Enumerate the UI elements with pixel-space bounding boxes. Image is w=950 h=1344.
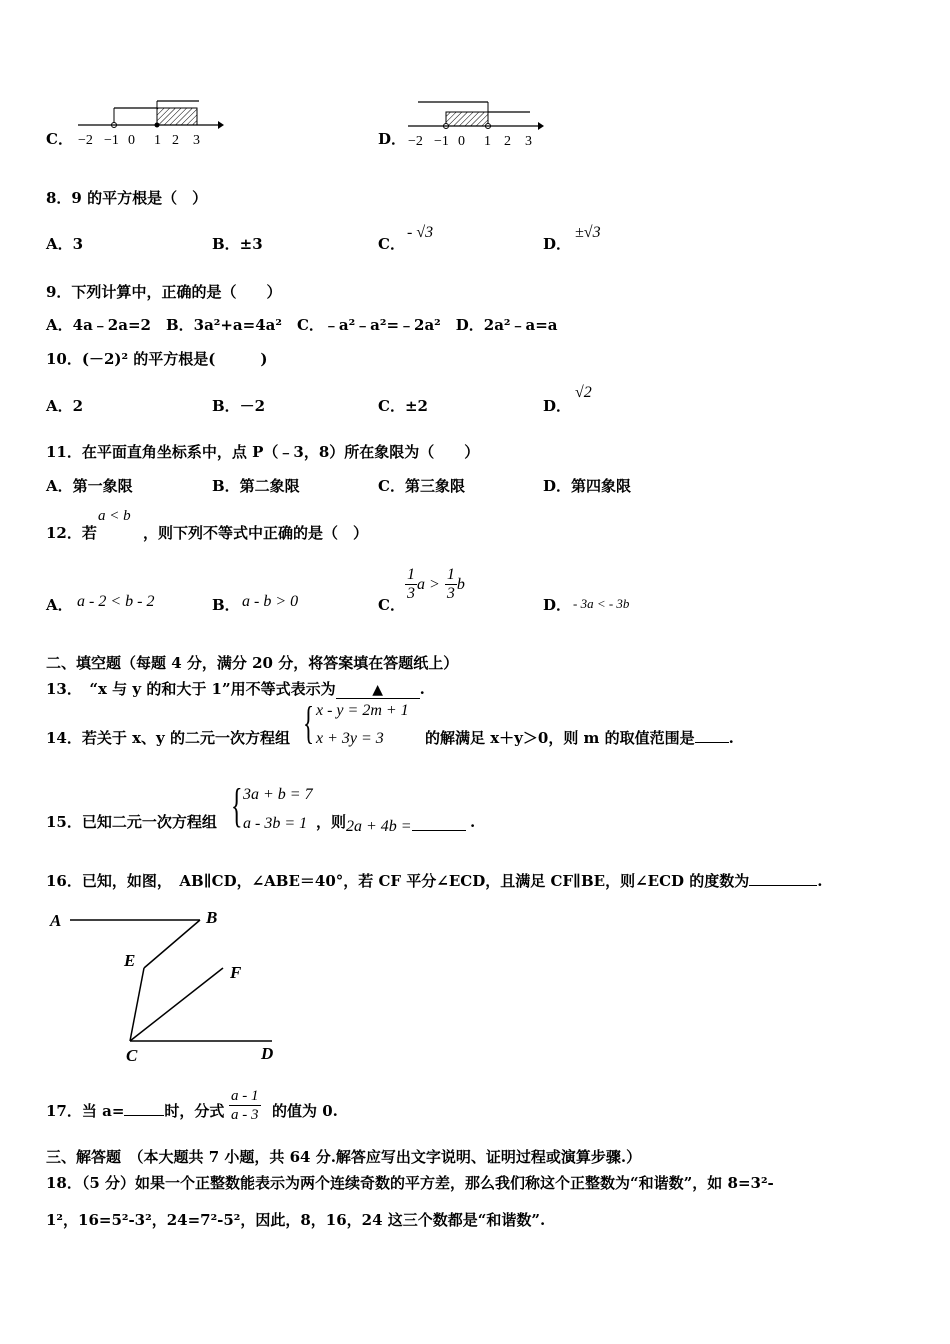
q12-option-b-value: a - b > 0 [242, 593, 299, 610]
tick-label: −1 [104, 133, 119, 148]
q14-eq2: x + 3y = 3 [316, 730, 384, 747]
q12-condition: a < b [98, 508, 131, 524]
q10-option-c: C．±2 [378, 397, 428, 415]
q10-option-b: B．－2 [212, 397, 266, 415]
section2-title: 二、填空题（每题 4 分，满分 20 分，将答案填在答题纸上） [46, 654, 459, 672]
q17-pre: 17．当 a= [46, 1102, 125, 1120]
q7-option-d-label: D． [378, 130, 407, 148]
q12-option-c-label: C． [378, 596, 405, 614]
fraction-one-third: $\frac{1}{3}$ [407, 566, 415, 602]
triangle-icon: ▲ [372, 682, 384, 698]
q8-option-b: B．±3 [212, 235, 263, 253]
q13 [46, 678, 425, 699]
left-brace: { [303, 697, 315, 748]
point-label-f: F [230, 963, 242, 982]
tick-label: −2 [78, 133, 93, 148]
section3-title: 三、解答题 （本大题共 7 小题，共 64 分.解答应写出文字说明、证明过程或演算步骤.） [46, 1148, 642, 1166]
tick-label: 3 [193, 133, 200, 148]
q7d-ticks [408, 134, 532, 149]
answer-blank [695, 742, 729, 743]
q8-option-a: A．3 [46, 235, 84, 253]
q14-post: 的解满足 x＋y＞0，则 m 的取值范围是 [425, 729, 695, 747]
q16-end: . [817, 872, 823, 890]
q11-option-d: D．第四象限 [543, 477, 632, 495]
q16-figure [46, 902, 316, 1074]
point-label-b: B [206, 908, 218, 927]
q12-option-b-label: B． [212, 596, 240, 614]
q11-option-c: C．第三象限 [378, 477, 465, 495]
q9-options: A．4a﹣2a=2 B．3a²+a=4a² C．﹣a²﹣a²=﹣2a² D．2a²﹣a=a [46, 316, 558, 334]
q12-option-d-label: D． [543, 596, 572, 614]
q10-stem: 10．(－2)² 的平方根是( ) [46, 350, 268, 368]
tick-label: 0 [128, 133, 135, 148]
q15-mid: ，则 [316, 813, 347, 831]
point-label-a: A [50, 911, 62, 930]
left-brace: { [231, 779, 243, 832]
q10-option-d-label: D． [543, 397, 572, 415]
q17 [46, 1100, 224, 1121]
q12-option-c-value: $\frac{1}{3}$ a > $\frac{1}{3}$ b [407, 566, 465, 602]
q12-option-d-value: - 3a < - 3b [573, 596, 630, 611]
q17-post: 的值为 0. [272, 1102, 338, 1120]
q15-pre: 15．已知二元一次方程组 [46, 813, 217, 831]
q12-number: 12．若 [46, 524, 97, 542]
tick-label: −1 [434, 134, 449, 149]
fraction-one-third: $\frac{1}{3}$ [446, 566, 455, 602]
q7-option-c-label: C． [46, 130, 73, 148]
q17-mid: 时，分式 [164, 1102, 225, 1120]
q8-option-d-value: ±√3 [575, 224, 601, 241]
tick-label: 0 [458, 134, 465, 149]
q16-text: 16．已知，如图， AB∥CD，∠ABE＝40°，若 CF 平分∠ECD，且满足 CF∥BE，则∠ECD 的度数为 [46, 872, 750, 890]
q14 [425, 727, 734, 748]
tick-label: 1 [154, 133, 161, 148]
q7-option-c-number-line [74, 96, 224, 152]
q9-stem: 9．下列计算中，正确的是（ ） [46, 283, 282, 301]
q18-line1: 18．（5 分）如果一个正整数能表示为两个连续奇数的平方差，那么我们称这个正整数为“和谐数”，如 8=3²- [46, 1174, 774, 1192]
q14-end: . [728, 729, 734, 747]
segment-ec [130, 968, 144, 1041]
tick-label: 2 [172, 133, 179, 148]
q14-eq1: x - y = 2m + 1 [316, 702, 409, 719]
q11-option-a: A．第一象限 [46, 477, 133, 495]
q10-option-a: A．2 [46, 397, 84, 415]
q10-option-d-value: √2 [575, 384, 592, 401]
q18-line2: 1²，16=5²-3²，24=7²-5²，因此，8，16，24 这三个数都是“和谐数”. [46, 1211, 546, 1229]
q13-text: 13． “x 与 y 的和大于 1”用不等式表示为 [46, 680, 336, 698]
q12-option-a-value: a - 2 < b - 2 [77, 593, 155, 610]
answer-blank [124, 1115, 164, 1116]
tick-label: 3 [525, 134, 532, 149]
q11-stem: 11．在平面直角坐标系中，点 P（﹣3，8）所在象限为（ ） [46, 443, 480, 461]
point-label-c: C [126, 1046, 138, 1065]
q14-pre: 14．若关于 x、y 的二元一次方程组 [46, 729, 290, 747]
segment-be [144, 920, 200, 968]
answer-blank [412, 830, 466, 831]
q15-expr: 2a + 4b = [346, 818, 412, 835]
point-label-d: D [261, 1044, 274, 1063]
q13-end: . [419, 680, 425, 698]
q12-option-a-label: A． [46, 596, 73, 614]
q15 [346, 818, 466, 836]
answer-blank [749, 885, 817, 886]
q8-stem: 8．9 的平方根是（ ） [46, 189, 208, 207]
q16 [46, 870, 823, 891]
segment-cf [130, 968, 223, 1041]
answer-blank [336, 680, 420, 699]
q11-option-b: B．第二象限 [212, 477, 300, 495]
q8-option-c-label: C． [378, 235, 405, 253]
point-label-e: E [124, 951, 136, 970]
q17-fraction: $\frac{a - 1}{a - 3}$ [231, 1088, 259, 1123]
q15-eq2: a - 3b = 1 [243, 815, 308, 832]
q8-option-d-label: D． [543, 235, 572, 253]
q15-end: . [470, 813, 476, 831]
tick-label: −2 [408, 134, 423, 149]
q7c-ticks [78, 133, 200, 148]
tick-label: 1 [484, 134, 491, 149]
q7-option-d-number-line [404, 96, 554, 152]
q12-stem: ，则下列不等式中正确的是（ ） [143, 524, 369, 542]
q8-option-c-value: - √3 [407, 224, 434, 241]
q15-eq1: 3a + b = 7 [243, 786, 313, 803]
tick-label: 2 [504, 134, 511, 149]
